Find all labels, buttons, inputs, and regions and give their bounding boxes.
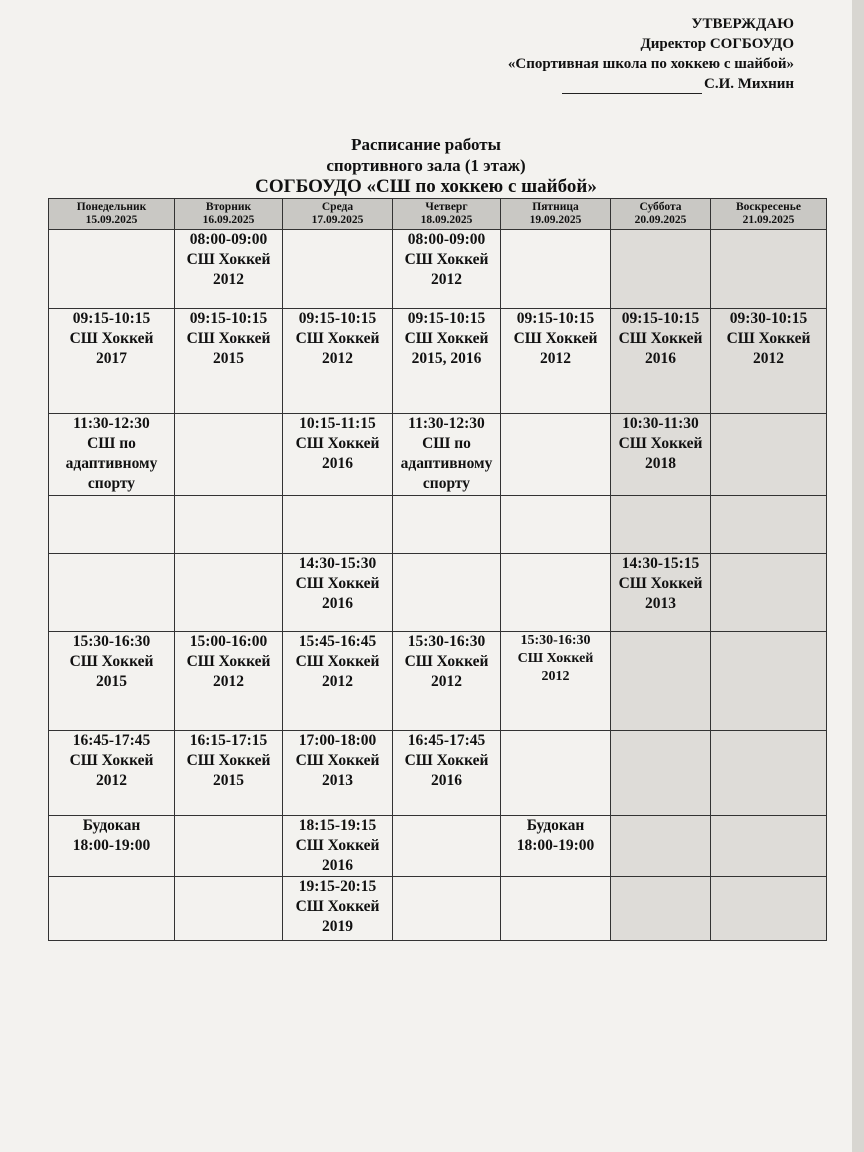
cell-text: 18:15-19:15: [298, 816, 377, 834]
schedule-cell: [711, 495, 827, 554]
schedule-cell: [611, 815, 711, 877]
page-edge: [852, 0, 864, 1152]
cell-text: СШ Хоккей: [186, 251, 271, 268]
cell-text: СШ Хоккей: [295, 751, 380, 769]
schedule-cell: [175, 730, 283, 815]
schedule-cell: [49, 877, 175, 941]
cell-text: 18:00-19:00: [516, 836, 595, 854]
cell-text: 08:00-09:00: [189, 231, 268, 248]
day-date: 21.09.2025: [742, 214, 795, 226]
cell-text: 16:15-17:15: [189, 731, 268, 749]
schedule-row: [49, 413, 827, 495]
day-header: [393, 199, 501, 230]
cell-text: 10:15-11:15: [299, 414, 376, 432]
day-header: [49, 199, 175, 230]
cell-text: 2018: [645, 454, 676, 472]
cell-text: адаптивному: [65, 454, 158, 472]
cell-text: 09:15-10:15: [72, 309, 151, 327]
schedule-cell: [711, 631, 827, 730]
cell-text: 16:45-17:45: [72, 731, 151, 749]
cell-text: 2012: [753, 349, 784, 367]
cell-text: СШ Хоккей: [404, 329, 489, 347]
schedule-cell: [49, 730, 175, 815]
schedule-cell: [49, 554, 175, 632]
day-name: Пятница: [532, 201, 579, 213]
approval-heading: УТВЕРЖДАЮ: [691, 16, 794, 32]
cell-text: 2017: [96, 349, 127, 367]
cell-text: 2012: [213, 672, 244, 690]
cell-text: 2012: [322, 672, 353, 690]
schedule-cell: [283, 230, 393, 309]
cell-text: 16:45-17:45: [407, 731, 486, 749]
cell-text: СШ Хоккей: [69, 751, 154, 769]
cell-text: СШ Хоккей: [186, 329, 271, 347]
cell-text: 09:15-10:15: [189, 309, 268, 327]
cell-text: СШ Хоккей: [295, 898, 380, 916]
day-header: [175, 199, 283, 230]
day-date: 20.09.2025: [634, 214, 687, 226]
cell-text: 2016: [431, 771, 462, 789]
title-line-1: Расписание работы: [351, 135, 501, 154]
schedule-cell: [283, 815, 393, 877]
cell-text: 2015: [213, 771, 244, 789]
cell-text: 15:45-16:45: [298, 632, 377, 650]
cell-text: СШ Хоккей: [618, 434, 703, 452]
cell-text: 2016: [322, 454, 353, 472]
day-name: Четверг: [425, 201, 468, 213]
cell-text: 2012: [541, 668, 570, 684]
schedule-cell: [611, 631, 711, 730]
cell-text: 09:15-10:15: [516, 309, 595, 327]
schedule-cell: [711, 877, 827, 941]
cell-text: 2012: [431, 271, 462, 288]
schedule-cell: [501, 730, 611, 815]
schedule-cell: [49, 631, 175, 730]
cell-text: 15:30-16:30: [520, 632, 591, 648]
schedule-cell: [393, 631, 501, 730]
cell-text: СШ по: [87, 434, 136, 452]
cell-text: 2012: [540, 349, 571, 367]
day-date: 17.09.2025: [311, 214, 364, 226]
cell-text: СШ Хоккей: [295, 836, 380, 854]
signature-line: [562, 79, 702, 94]
cell-text: СШ Хоккей: [69, 329, 154, 347]
schedule-cell: [283, 631, 393, 730]
cell-text: СШ Хоккей: [295, 329, 380, 347]
cell-text: 11:30-12:30: [73, 414, 150, 432]
cell-text: Будокан: [526, 816, 585, 834]
cell-text: спорту: [87, 474, 136, 492]
schedule-cell: [283, 730, 393, 815]
schedule-row: [49, 815, 827, 877]
schedule-cell: [501, 230, 611, 309]
header-row: [49, 199, 827, 230]
approval-organization: «Спортивная школа по хоккею с шайбой»: [507, 56, 794, 72]
schedule-cell: [501, 413, 611, 495]
schedule-cell: [175, 495, 283, 554]
schedule-cell: [49, 413, 175, 495]
schedule-cell: [49, 308, 175, 413]
cell-text: СШ по: [422, 434, 471, 452]
approval-signature: [508, 74, 794, 94]
schedule-cell: [175, 230, 283, 309]
day-name: Суббота: [639, 201, 682, 213]
schedule-cell: [501, 554, 611, 632]
schedule-cell: [283, 554, 393, 632]
cell-text: СШ Хоккей: [404, 251, 489, 268]
cell-text: 19:15-20:15: [298, 878, 377, 896]
cell-text: СШ Хоккей: [295, 434, 380, 452]
cell-text: СШ Хоккей: [513, 329, 598, 347]
schedule-cell: [49, 495, 175, 554]
day-name: Воскресенье: [736, 201, 801, 213]
cell-text: 15:30-16:30: [407, 632, 486, 650]
schedule-cell: [175, 877, 283, 941]
cell-text: 2012: [431, 672, 462, 690]
schedule-cell: [175, 815, 283, 877]
schedule-cell: [611, 413, 711, 495]
schedule-cell: [611, 308, 711, 413]
day-name: Понедельник: [76, 201, 147, 213]
schedule-cell: [711, 413, 827, 495]
schedule-cell: [501, 877, 611, 941]
cell-text: СШ Хоккей: [186, 751, 271, 769]
schedule-row: [49, 730, 827, 815]
cell-text: 2016: [645, 349, 676, 367]
cell-text: СШ Хоккей: [404, 652, 489, 670]
schedule-row: [49, 230, 827, 309]
cell-text: СШ Хоккей: [295, 575, 380, 593]
cell-text: 2015, 2016: [411, 349, 482, 367]
schedule-cell: [611, 554, 711, 632]
cell-text: 2019: [322, 918, 353, 936]
schedule-cell: [501, 308, 611, 413]
title-line-2: спортивного зала (1 этаж): [326, 156, 526, 175]
day-name: Среда: [321, 201, 354, 213]
cell-text: 2016: [322, 856, 353, 874]
cell-text: 15:00-16:00: [189, 632, 268, 650]
schedule-cell: [393, 815, 501, 877]
cell-text: СШ Хоккей: [295, 652, 380, 670]
signature-name: С.И. Михнин: [704, 76, 794, 92]
cell-text: 18:00-19:00: [72, 836, 151, 854]
schedule-cell: [711, 308, 827, 413]
schedule-row: [49, 631, 827, 730]
schedule-cell: [393, 554, 501, 632]
schedule-row: [49, 877, 827, 941]
schedule-cell: [49, 230, 175, 309]
day-header: [711, 199, 827, 230]
schedule-cell: [393, 308, 501, 413]
cell-text: 15:30-16:30: [72, 632, 151, 650]
cell-text: СШ Хоккей: [404, 751, 489, 769]
cell-text: 2015: [96, 672, 127, 690]
cell-text: СШ Хоккей: [618, 329, 703, 347]
day-name: Вторник: [205, 201, 252, 213]
cell-text: 11:30-12:30: [408, 414, 485, 432]
cell-text: спорту: [422, 474, 471, 492]
schedule-cell: [393, 230, 501, 309]
schedule-cell: [611, 877, 711, 941]
schedule-cell: [393, 877, 501, 941]
cell-text: Будокан: [82, 816, 141, 834]
schedule-cell: [175, 554, 283, 632]
cell-text: СШ Хоккей: [69, 652, 154, 670]
day-date: 18.09.2025: [420, 214, 473, 226]
cell-text: 2015: [213, 349, 244, 367]
cell-text: 2013: [645, 595, 676, 613]
schedule-cell: [711, 730, 827, 815]
schedule-row: [49, 554, 827, 632]
schedule-cell: [711, 815, 827, 877]
schedule-cell: [175, 631, 283, 730]
schedule-cell: [611, 230, 711, 309]
cell-text: 14:30-15:15: [621, 555, 700, 573]
day-date: 19.09.2025: [529, 214, 582, 226]
schedule-cell: [611, 730, 711, 815]
day-header: [283, 199, 393, 230]
schedule-cell: [393, 413, 501, 495]
schedule-cell: [501, 631, 611, 730]
cell-text: СШ Хоккей: [186, 652, 271, 670]
schedule-row: [49, 308, 827, 413]
cell-text: 17:00-18:00: [298, 731, 377, 749]
schedule-cell: [393, 495, 501, 554]
schedule-cell: [175, 413, 283, 495]
cell-text: СШ Хоккей: [726, 329, 811, 347]
schedule-cell: [283, 495, 393, 554]
cell-text: 2012: [213, 271, 244, 288]
cell-text: 2012: [322, 349, 353, 367]
schedule-cell: [611, 495, 711, 554]
day-header: [501, 199, 611, 230]
cell-text: 08:00-09:00: [407, 231, 486, 248]
cell-text: 09:15-10:15: [621, 309, 700, 327]
schedule-cell: [49, 815, 175, 877]
cell-text: 09:15-10:15: [298, 309, 377, 327]
cell-text: 2016: [322, 595, 353, 613]
cell-text: адаптивному: [400, 454, 493, 472]
cell-text: 10:30-11:30: [622, 414, 699, 432]
schedule-body: [49, 230, 827, 941]
schedule-cell: [711, 554, 827, 632]
cell-text: 14:30-15:30: [298, 555, 377, 573]
day-date: 16.09.2025: [202, 214, 255, 226]
schedule-cell: [283, 413, 393, 495]
schedule-cell: [393, 730, 501, 815]
approval-block: [508, 14, 794, 94]
day-header: [611, 199, 711, 230]
cell-text: СШ Хоккей: [618, 575, 703, 593]
schedule-cell: [711, 230, 827, 309]
schedule-cell: [283, 308, 393, 413]
approval-position: Директор СОГБОУДО: [640, 36, 794, 52]
schedule-table: [48, 198, 827, 941]
title-line-3: СОГБОУДО «СШ по хоккею с шайбой»: [255, 176, 597, 197]
schedule-row: [49, 495, 827, 554]
schedule-title: [0, 134, 852, 198]
schedule-cell: [283, 877, 393, 941]
schedule-cell: [501, 495, 611, 554]
cell-text: 2012: [96, 771, 127, 789]
cell-text: СШ Хоккей: [517, 650, 594, 666]
cell-text: 09:15-10:15: [407, 309, 486, 327]
cell-text: 2013: [322, 771, 353, 789]
cell-text: 09:30-10:15: [729, 309, 808, 327]
day-date: 15.09.2025: [85, 214, 138, 226]
schedule-cell: [175, 308, 283, 413]
schedule-cell: [501, 815, 611, 877]
